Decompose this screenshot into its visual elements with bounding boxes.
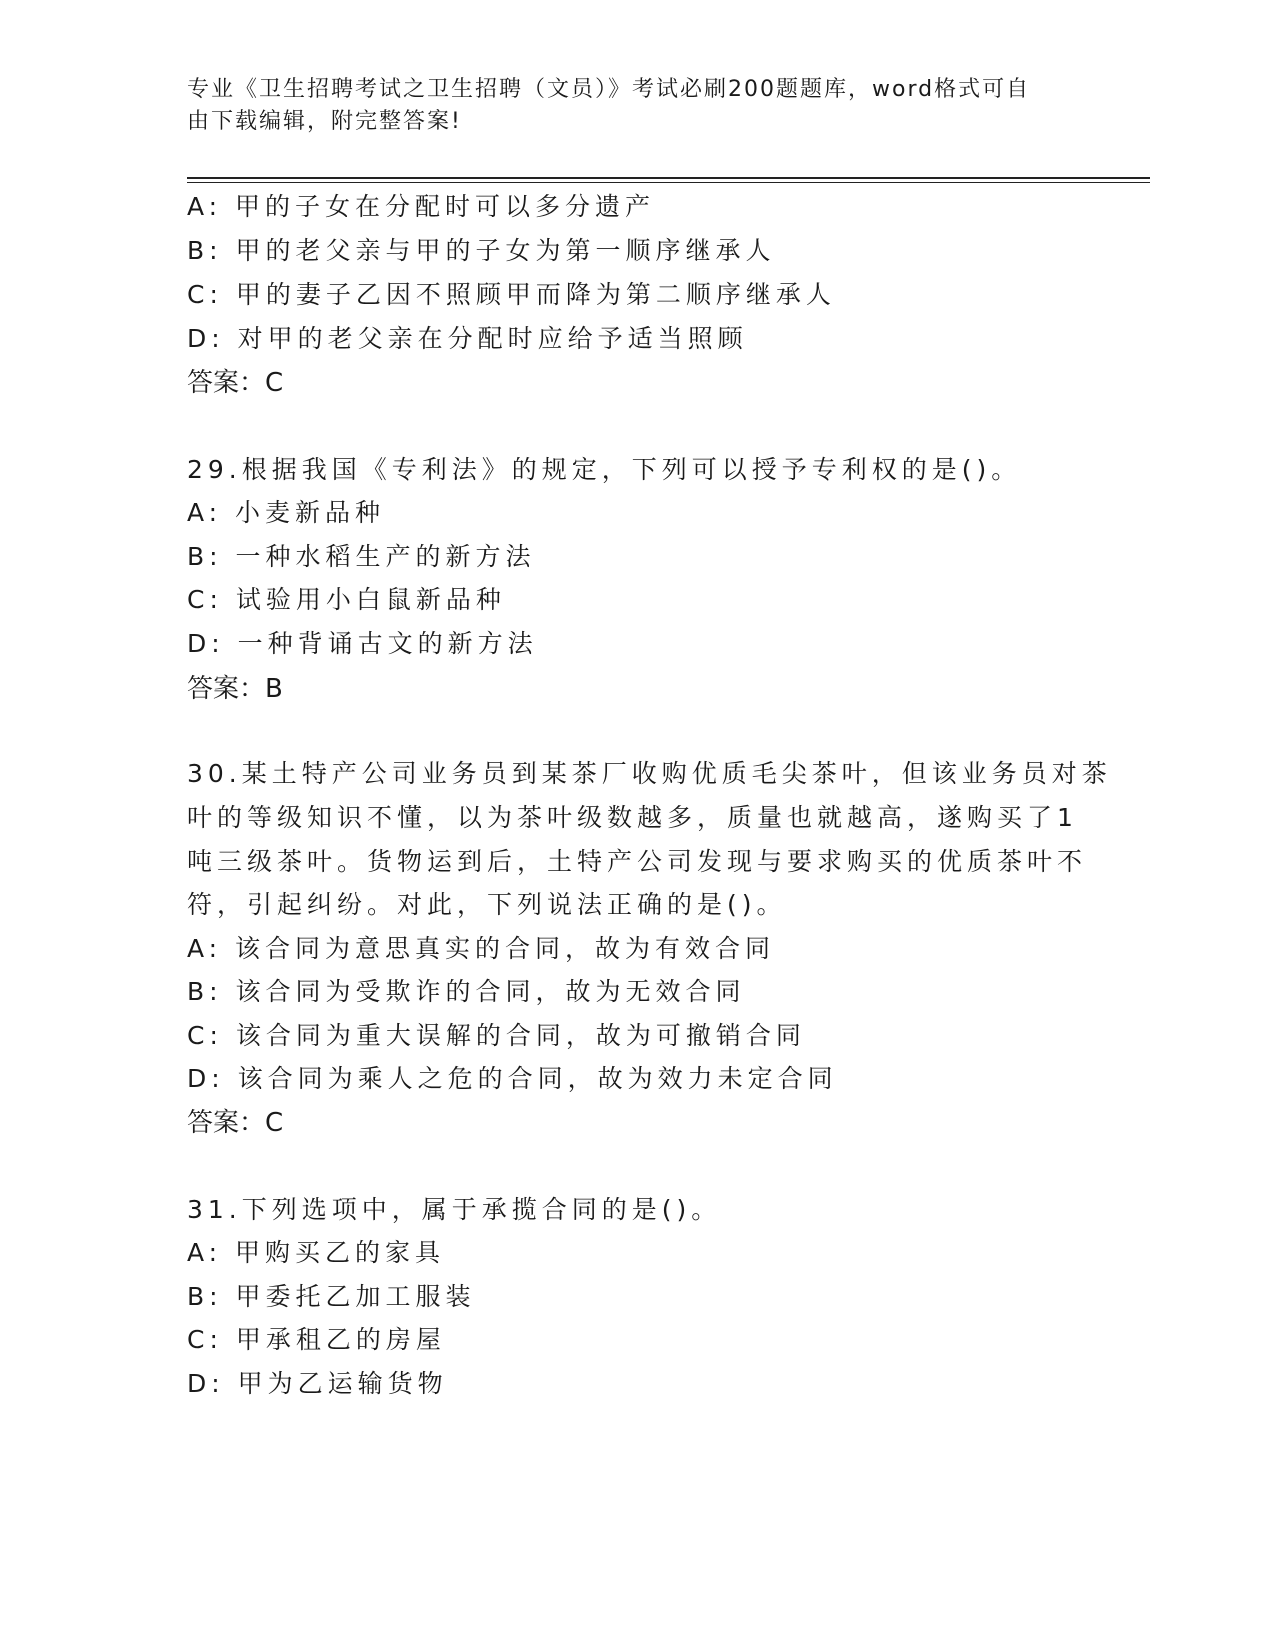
q31-option-c: C: 甲承租乙的房屋 — [187, 1325, 446, 1354]
q29-option-b: B: 一种水稻生产的新方法 — [187, 542, 536, 571]
q31-option-a: A: 甲购买乙的家具 — [187, 1238, 446, 1267]
q29-answer: 答案：B — [187, 674, 283, 704]
q30-option-b: B: 该合同为受欺诈的合同，故为无效合同 — [187, 977, 746, 1006]
q29-option-c: C: 试验用小白鼠新品种 — [187, 585, 506, 614]
q28-option-d: D: 对甲的老父亲在分配时应给予适当照顾 — [187, 324, 748, 353]
q28-answer: 答案：C — [187, 368, 284, 398]
q28-option-a: A: 甲的子女在分配时可以多分遗产 — [187, 192, 656, 221]
q30-stem-line-3: 吨三级茶叶。货物运到后，土特产公司发现与要求购买的优质茶叶不 — [187, 847, 1088, 876]
q30-option-a: A: 该合同为意思真实的合同，故为有效合同 — [187, 934, 776, 963]
q30-option-d: D: 该合同为乘人之危的合同，故为效力未定合同 — [187, 1064, 838, 1093]
document-header — [187, 74, 1067, 138]
q31-option-b: B: 甲委托乙加工服装 — [187, 1282, 476, 1311]
q30-stem-line-1: 30.某土特产公司业务员到某茶厂收购优质毛尖茶叶，但该业务员对茶 — [187, 759, 1112, 788]
q30-stem-line-2: 叶的等级知识不懂，以为茶叶级数越多，质量也就越高，遂购买了1 — [187, 803, 1078, 832]
q29-stem: 29.根据我国《专利法》的规定，下列可以授予专利权的是()。 — [187, 455, 1022, 484]
header-intro-line-2: 由下载编辑，附完整答案! — [187, 109, 462, 134]
q30-option-c: C: 该合同为重大误解的合同，故为可撤销合同 — [187, 1021, 806, 1050]
header-intro-line-1: 专业《卫生招聘考试之卫生招聘（文员）》考试必刷200题题库，word格式可自 — [187, 77, 1031, 102]
q31-stem: 31.下列选项中，属于承揽合同的是()。 — [187, 1195, 722, 1224]
q29-option-a: A: 小麦新品种 — [187, 498, 386, 527]
q28-option-b: B: 甲的老父亲与甲的子女为第一顺序继承人 — [187, 236, 776, 265]
q31-option-d: D: 甲为乙运输货物 — [187, 1369, 448, 1398]
q30-answer: 答案：C — [187, 1108, 284, 1138]
q30-stem-line-4: 符，引起纠纷。对此，下列说法正确的是()。 — [187, 890, 787, 919]
header-divider-thin — [187, 182, 1150, 183]
q29-option-d: D: 一种背诵古文的新方法 — [187, 629, 538, 658]
header-divider-thick — [187, 177, 1150, 179]
q28-option-c: C: 甲的妻子乙因不照顾甲而降为第二顺序继承人 — [187, 280, 836, 309]
